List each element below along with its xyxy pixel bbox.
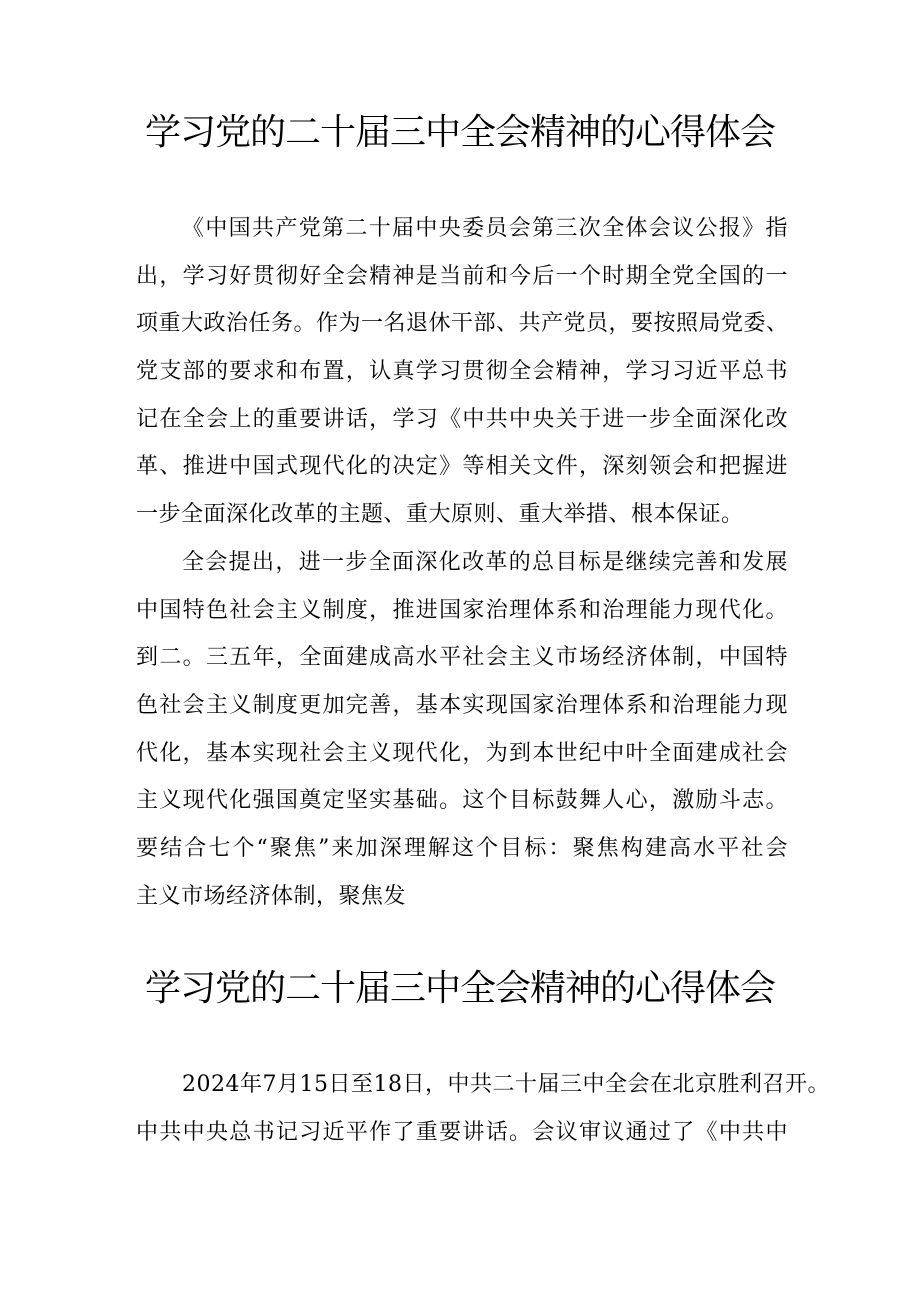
document-title: 学习党的二十届三中全会精神的心得体会 <box>144 968 775 1009</box>
document-title: 学习党的二十届三中全会精神的心得体会 <box>144 112 775 153</box>
paragraph-line: 《中国共产党第二十届中央委员会第三次全体会议公报》指 <box>182 216 788 241</box>
paragraph-line: 要结合七个“聚焦”来加深理解这个目标：聚焦构建高水平社会 <box>136 835 788 861</box>
paragraph-line: 到二。三五年，全面建成高水平社会主义市场经济体制，中国特 <box>136 645 788 671</box>
paragraph-line: 2024年7月15日至18日，中共二十届三中全会在北京胜利召开。 <box>182 1072 830 1097</box>
paragraph-line: 代化，基本实现社会主义现代化，为到本世纪中叶全面建成社会 <box>136 740 788 766</box>
paragraph-line: 革、推进中国式现代化的决定》等相关文件，深刻领会和把握进 <box>136 454 788 480</box>
paragraph-line: 中共中央总书记习近平作了重要讲话。会议审议通过了《中共中 <box>136 1119 788 1145</box>
paragraph-line: 主义市场经济体制，聚焦发 <box>136 883 407 909</box>
paragraph-line: 一步全面深化改革的主题、重大原则、重大举措、根本保证。 <box>136 502 744 528</box>
document-body <box>136 205 788 920</box>
paragraph-line: 项重大政治任务。作为一名退休干部、共产党员，要按照局党委、 <box>136 311 789 337</box>
paragraph-line: 中国特色社会主义制度，推进国家治理体系和治理能力现代化。 <box>136 597 788 623</box>
document-body <box>136 1061 830 1156</box>
paragraph-line: 主义现代化强国奠定坚实基础。这个目标鼓舞人心，激励斗志。 <box>136 788 788 814</box>
paragraph-line: 党支部的要求和布置，认真学习贯彻全会精神，学习习近平总书 <box>136 359 788 385</box>
paragraph-line: 出，学习好贯彻好全会精神是当前和今后一个时期全党全国的一 <box>136 263 788 289</box>
paragraph-line: 全会提出，进一步全面深化改革的总目标是继续完善和发展 <box>182 549 788 575</box>
paragraph-line: 记在全会上的重要讲话，学习《中共中央关于进一步全面深化改 <box>136 406 788 432</box>
paragraph-line: 色社会主义制度更加完善，基本实现国家治理体系和治理能力现 <box>136 692 788 718</box>
